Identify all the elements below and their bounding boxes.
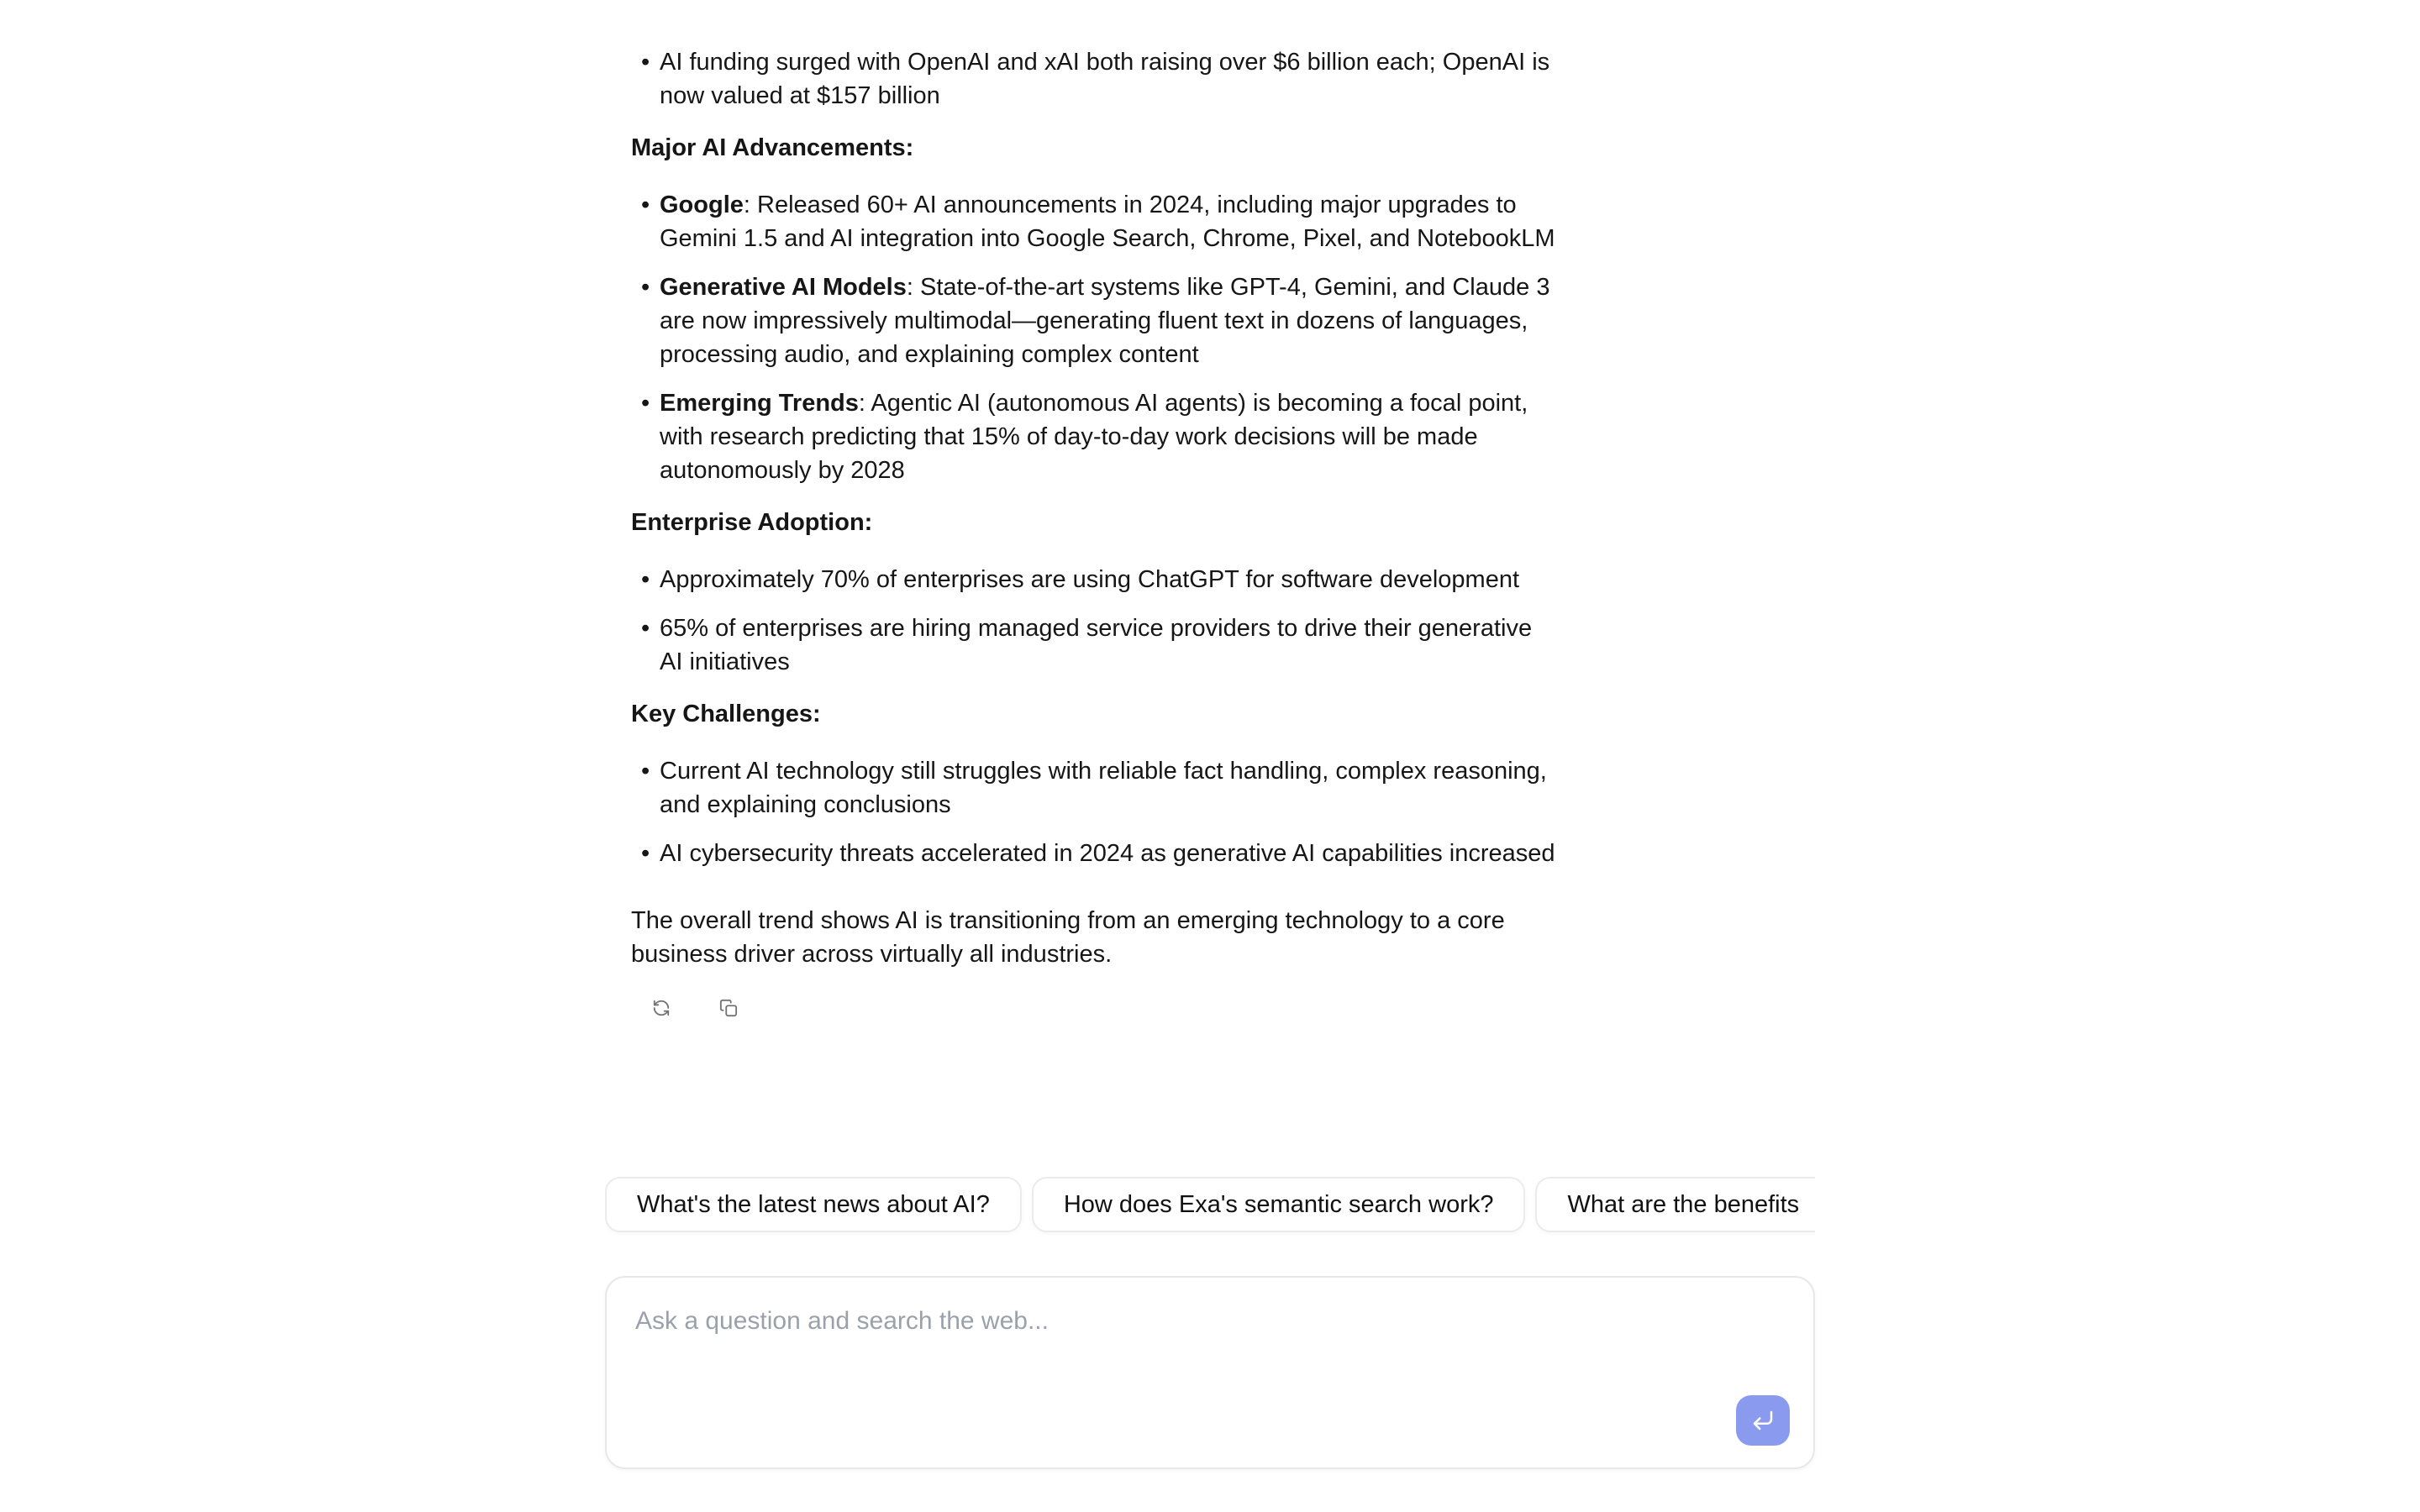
list-item — [631, 188, 1559, 255]
list-item-lead: Generative AI Models — [660, 274, 907, 301]
refresh-ccw-icon — [652, 999, 671, 1017]
list-item — [631, 837, 1559, 870]
list-item-text: : State-of-the-art systems like GPT-4, Gemini, and Claude 3 are now impressively multimodal—generating fluent text in dozens of languages, processing audio, and explaining complex content — [660, 274, 1550, 368]
suggested-questions-row — [605, 1177, 1815, 1236]
section-heading-challenges: Key Challenges: — [631, 701, 821, 727]
list-item-lead: Emerging Trends — [660, 390, 859, 417]
bullet-list-advancements — [631, 188, 1559, 487]
list-item-text: AI funding surged with OpenAI and xAI both raising over $6 billion each; OpenAI is now valued at $157 billion — [660, 49, 1550, 109]
list-item — [631, 612, 1559, 679]
copy-icon — [719, 999, 738, 1017]
corner-down-left-icon — [1750, 1408, 1776, 1433]
list-item-text: Approximately 70% of enterprises are using ChatGPT for software development — [660, 566, 1520, 593]
list-item — [631, 270, 1559, 371]
message-actions — [643, 990, 1559, 1026]
composer — [605, 1276, 1815, 1469]
list-item-text: 65% of enterprises are hiring managed service providers to drive their generative AI initiatives — [660, 615, 1533, 675]
list-item — [631, 563, 1559, 596]
list-item-lead: Google — [660, 192, 744, 218]
list-item-text: : Agentic AI (autonomous AI agents) is becoming a focal point, with research predicting that 15% of day-to-day work decisions will be made autonomously by 2028 — [660, 390, 1528, 484]
search-input[interactable] — [607, 1278, 1813, 1467]
suggestion-chip-benefits[interactable]: What are the benefits — [1535, 1177, 1815, 1232]
bullet-list-intro — [631, 45, 1559, 113]
submit-button[interactable] — [1736, 1395, 1790, 1446]
list-item — [631, 754, 1559, 822]
suggestion-chip-semantic-search[interactable]: How does Exa's semantic search work? — [1032, 1177, 1526, 1232]
list-item-text: Current AI technology still struggles with reliable fact handling, complex reasoning, and explaining conclusions — [660, 758, 1547, 818]
suggestion-chip-latest-news[interactable]: What's the latest news about AI? — [605, 1177, 1022, 1232]
list-item-text: : Released 60+ AI announcements in 2024, including major upgrades to Gemini 1.5 and AI integration into Google Search, Chrome, Pixel, and NotebookLM — [660, 192, 1555, 252]
list-item-text: AI cybersecurity threats accelerated in 2024 as generative AI capabilities increased — [660, 840, 1555, 867]
assistant-message — [631, 0, 1559, 1026]
copy-button[interactable] — [710, 990, 747, 1026]
section-heading-adoption: Enterprise Adoption: — [631, 509, 873, 536]
closing-paragraph: The overall trend shows AI is transitioning from an emerging technology to a core business driver across virtually all industries. — [631, 907, 1505, 968]
regenerate-button[interactable] — [643, 990, 680, 1026]
bullet-list-challenges — [631, 754, 1559, 870]
bullet-list-adoption — [631, 563, 1559, 679]
section-heading-advancements: Major AI Advancements: — [631, 134, 914, 161]
list-item — [631, 45, 1559, 113]
list-item — [631, 386, 1559, 487]
